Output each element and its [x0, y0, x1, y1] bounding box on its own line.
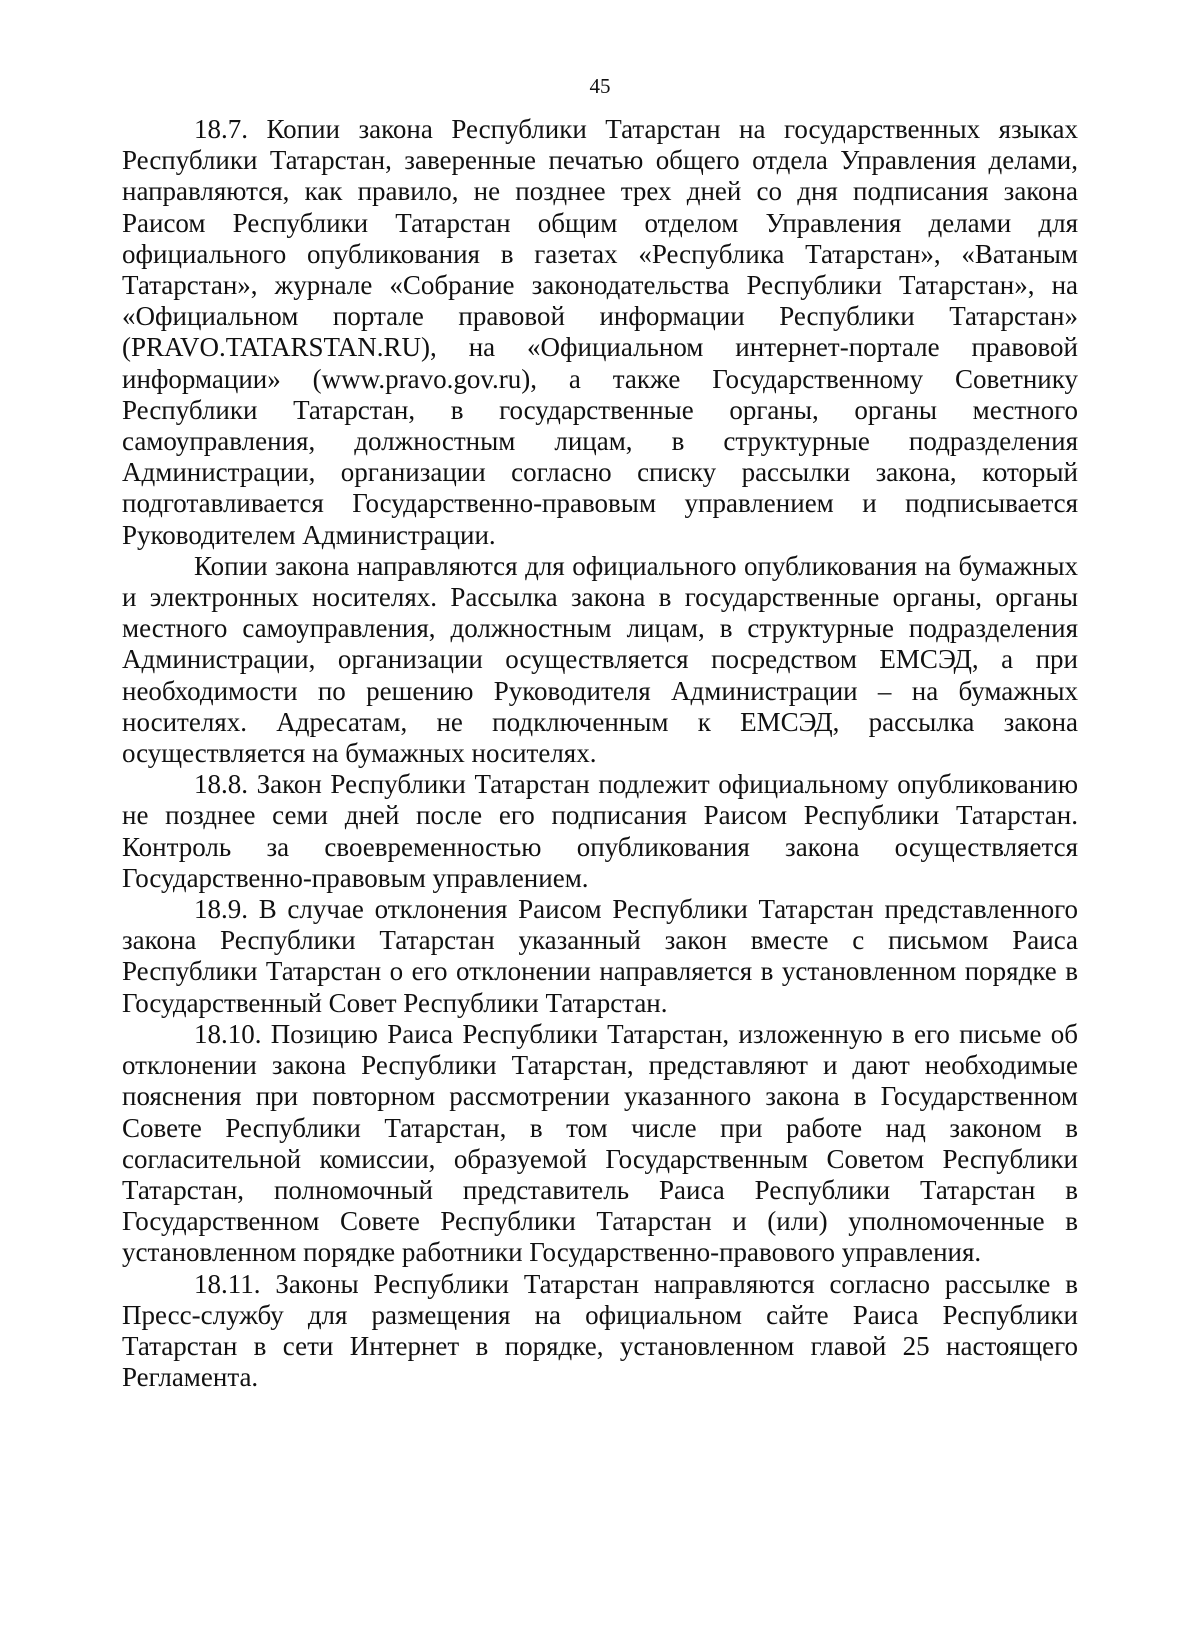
paragraph-18-9: 18.9. В случае отклонения Раисом Республики Татарстан представленного закона Республики Татарстан указанный закон вместе с письмом Раиса Республики Татарстан о его отклонении направляется в установленном порядке в Государственный Совет Республики Татарстан. [122, 894, 1078, 1018]
paragraph-18-11: 18.11. Законы Республики Татарстан направляются согласно рассылке в Пресс-службу для размещения на официальном сайте Раиса Республики Татарстан в сети Интернет в порядке, установленном главой 25 настоящего Регламента. [122, 1268, 1078, 1393]
paragraph-copies-distribution: Копии закона направляются для официального опубликования на бумажных и электронных носителях. Рассылка закона в государственные органы, органы местного самоуправления, должностным лицам, в структурные подразделения Администрации, организации осуществляется посредством ЕМСЭД, а при необходимости по решению Руководителя Администрации – на бумажных носителях. Адресатам, не подключенным к ЕМСЭД, рассылка закона осуществляется на бумажных носителях. [122, 550, 1078, 769]
paragraph-18-7: 18.7. Копии закона Республики Татарстан на государственных языках Республики Татарстан, заверенные печатью общего отдела Управления делами, направляются, как правило, не позднее трех дней со дня подписания закона Раисом Республики Татарстан общим отделом Управления делами для официального опубликования в газетах «Республика Татарстан», «Ватаным Татарстан», журнале «Собрание законодательства Республики Татарстан», на «Официальном портале правовой информации Республики Татарстан» (PRAVO.TATARSTAN.RU), на «Официальном интернет-портале правовой информации» (www.pravo.gov.ru), а также Государственному Советнику Республики Татарстан, в государственные органы, органы местного самоуправления, должностным лицам, в структурные подразделения Администрации, организации согласно списку рассылки закона, который подготавливается Государственно-правовым управлением и подписывается Руководителем Администрации. [122, 114, 1078, 550]
paragraph-18-10: 18.10. Позицию Раиса Республики Татарстан, изложенную в его письме об отклонении закона Республики Татарстан, представляют и дают необходимые пояснения при повторном рассмотрении указанного закона в Государственном Совете Республики Татарстан, в том числе при работе над законом в согласительной комиссии, образуемой Государственным Советом Республики Татарстан, полномочный представитель Раиса Республики Татарстан в Государственном Совете Республики Татарстан и (или) уполномоченные в установленном порядке работники Государственно-правового управления. [122, 1018, 1078, 1268]
page-number: 45 [589, 74, 611, 98]
document-body [122, 114, 1078, 1393]
paragraph-18-8: 18.8. Закон Республики Татарстан подлежит официальному опубликованию не позднее семи дней после его подписания Раисом Республики Татарстан. Контроль за своевременностью опубликования закона осуществляется Государственно-правовым управлением. [122, 769, 1078, 893]
